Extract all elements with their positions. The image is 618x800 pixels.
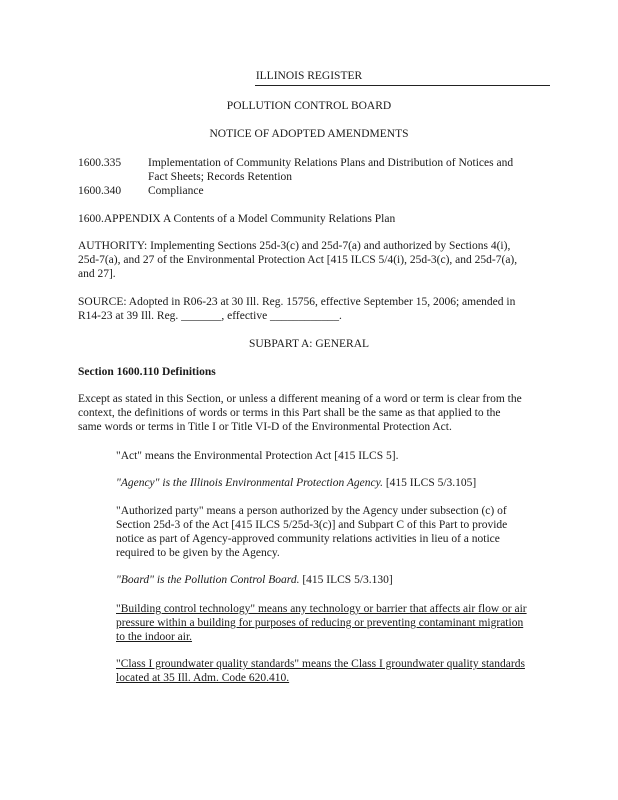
definition-building-control: "Building control technology" means any technology or barrier that affects air flow or air <box>116 603 527 615</box>
section-title: Section 1600.110 Definitions <box>78 366 216 378</box>
definition-board-cite: [415 ILCS 5/3.130] <box>299 574 393 586</box>
definition-act: "Act" means the Environmental Protection Act [415 ILCS 5]. <box>116 450 399 462</box>
definition-authorized-party-cont: Section 25d-3 of the Act [415 ILCS 5/25d-3(c)] and Subpart C of this Part to provide <box>116 519 508 531</box>
definition-authorized-party: "Authorized party" means a person authorized by the Agency under subsection (c) of <box>116 505 507 517</box>
notice-title: NOTICE OF ADOPTED AMENDMENTS <box>209 128 409 140</box>
definition-board <box>116 574 393 586</box>
source-line: R14-23 at 39 Ill. Reg. _______, effective ____________. <box>78 310 342 322</box>
intro-line: same words or terms in Title I or Title VI-D of the Environmental Protection Act. <box>78 421 452 433</box>
definition-building-control-cont: to the indoor air. <box>116 631 193 643</box>
definition-agency-cite: [415 ILCS 5/3.105] <box>382 477 477 489</box>
appendix-line: 1600.APPENDIX A Contents of a Model Community Relations Plan <box>78 213 396 225</box>
subpart-heading: SUBPART A: GENERAL <box>248 338 370 350</box>
definition-class-i: "Class I groundwater quality standards" means the Class I groundwater quality standards <box>116 658 525 670</box>
section-number: 1600.335 <box>78 157 122 169</box>
intro-line: context, the definitions of words or terms in this Part shall be the same as that applied to the <box>78 407 501 419</box>
intro-line: Except as stated in this Section, or unless a different meaning of a word or term is clear from the <box>78 393 522 405</box>
definition-agency <box>116 477 476 489</box>
section-number: 1600.340 <box>78 185 122 197</box>
definition-building-control-cont: pressure within a building for purposes of reducing or preventing contaminant migration <box>116 617 524 629</box>
section-heading: Implementation of Community Relations Plans and Distribution of Notices and <box>148 157 514 169</box>
authority-line: 25d-7(a), and 27 of the Environmental Protection Act [415 ILCS 5/4(i), 25d-3(c), and 25d-7(a), <box>78 254 518 266</box>
register-title: ILLINOIS REGISTER <box>255 70 363 82</box>
board-title: POLLUTION CONTROL BOARD <box>226 100 392 112</box>
definition-board-term: "Board" is the Pollution Control Board. <box>116 574 300 586</box>
authority-line: and 27]. <box>78 268 116 280</box>
definition-authorized-party-cont: required to be given by the Agency. <box>116 547 280 559</box>
definition-authorized-party-cont: notice as part of Agency-approved community relations activities in lieu of a notice <box>116 533 500 545</box>
authority-line: AUTHORITY: Implementing Sections 25d-3(c) and 25d-7(a) and authorized by Sections 4(i), <box>78 240 511 252</box>
definition-agency-term: "Agency" is the Illinois Environmental Protection Agency. <box>116 477 383 489</box>
section-heading: Compliance <box>148 185 204 197</box>
header-rule <box>255 85 550 86</box>
source-line: SOURCE: Adopted in R06-23 at 30 Ill. Reg. 15756, effective September 15, 2006; amended in <box>78 296 516 308</box>
definition-class-i-cont: located at 35 Ill. Adm. Code 620.410. <box>116 672 290 684</box>
section-heading-cont: Fact Sheets; Records Retention <box>148 171 293 183</box>
